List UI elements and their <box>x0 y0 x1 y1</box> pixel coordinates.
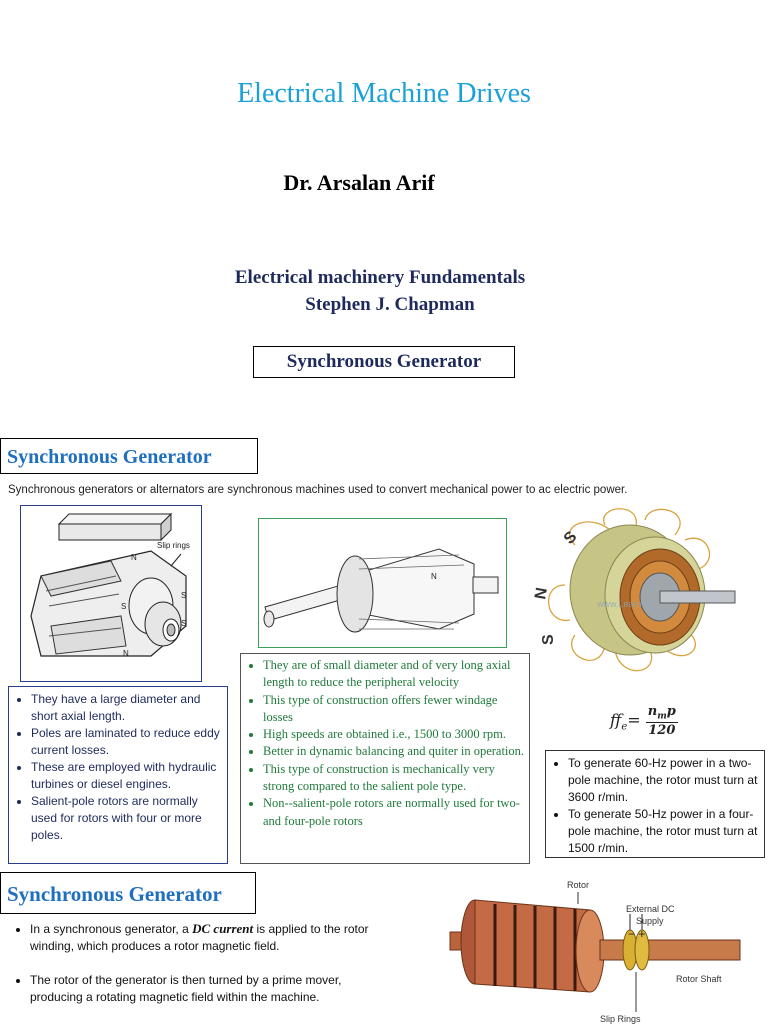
slip-rings-label: Slip rings <box>157 541 190 550</box>
formula-equals: = <box>627 710 641 730</box>
pole-s-label-3: S <box>181 619 187 628</box>
frequency-list <box>546 755 764 857</box>
pole-s-label-1: S <box>121 602 127 611</box>
frequency-item: • To generate 50-Hz power in a four-pole machine, the rotor must turn at 1500 r/min. <box>568 806 764 857</box>
non-salient-item: • This type of construction offers fewer windage losses <box>263 692 529 727</box>
salient-item: • They have a large diameter and short axial length. <box>31 691 227 725</box>
formula-numerator <box>646 704 678 723</box>
book-author: Stephen J. Chapman <box>305 294 475 315</box>
book-title: Electrical machinery Fundamentals <box>234 267 526 288</box>
photo-watermark: www.Learn... <box>597 599 650 609</box>
non-salient-item: • Better in dynamic balancing and quiter in operation. <box>263 743 529 760</box>
formula-fraction <box>646 704 678 738</box>
section2-heading-box <box>0 872 256 914</box>
section2-item-text: is applied to the rotor winding, which produces a rotor magnetic field. <box>30 922 369 953</box>
pole-n-label-2: N <box>123 649 129 658</box>
cylindrical-rotor-drawing <box>259 519 506 647</box>
external-dc-label: External DC <box>626 904 675 914</box>
section2-item <box>30 920 388 955</box>
book-reference <box>0 264 760 318</box>
pole-n-label-1: N <box>131 553 137 562</box>
formula-denominator: 120 <box>648 722 676 738</box>
author-name: Dr. Arsalan Arif <box>283 170 435 195</box>
formula-num-p: p <box>666 704 676 719</box>
salient-pole-list <box>9 691 227 844</box>
section2-item-text: The rotor of the generator is then turned by a prime mover, producing a rotating magnetic field within the machine. <box>30 973 342 1004</box>
photo-pole-s: S <box>560 528 581 548</box>
pole-s-label-2: S <box>181 591 187 600</box>
rotor-photo-figure <box>532 505 760 680</box>
rotor-slip-ring-drawing <box>450 872 768 1024</box>
photo-pole-n: N <box>532 586 551 601</box>
section2-heading: Synchronous Generator <box>7 882 222 906</box>
formula-num-n: n <box>647 704 658 719</box>
section2-notes <box>8 920 388 1006</box>
salient-pole-rotor-drawing <box>21 506 201 681</box>
photo-pole-s-2: S <box>540 634 557 645</box>
salient-pole-notes <box>8 686 228 864</box>
dc-current-emphasis: DC current <box>192 921 254 936</box>
section2-item-text: In a synchronous generator, a <box>30 922 193 936</box>
salient-item: • These are employed with hydraulic turbines or diesel engines. <box>31 759 227 793</box>
cylindrical-rotor-figure <box>258 518 507 648</box>
supply-label: Supply <box>636 916 664 926</box>
formula-num-sub: m <box>657 711 667 722</box>
non-salient-item: • This type of construction is mechanically very strong compared to the salient pole type. <box>263 761 529 796</box>
slip-rings-diagram-label: Slip Rings <box>600 1014 641 1024</box>
non-salient-pole-list <box>241 657 529 830</box>
section2-list <box>8 920 388 1006</box>
non-salient-item: • High speeds are obtained i.e., 1500 to 3000 rpm. <box>263 726 529 743</box>
non-salient-item: • They are of small diameter and of very long axial length to reduce the peripheral velocity <box>263 657 529 692</box>
non-salient-item: • Non--salient-pole rotors are normally used for two- and four-pole rotors <box>263 795 529 830</box>
section1-heading: Synchronous Generator <box>7 446 212 468</box>
slide-title: Electrical Machine Drives <box>237 78 531 109</box>
rotor-photo-drawing <box>532 505 760 680</box>
non-salient-pole-notes <box>240 653 530 864</box>
frequency-notes <box>545 750 765 858</box>
rotor-slip-ring-diagram <box>450 872 768 1024</box>
section1-heading-box <box>0 438 258 474</box>
frequency-formula <box>610 704 678 738</box>
rotor-pole-n-label: N <box>431 572 437 581</box>
boxed-subtitle-text: Synchronous Generator <box>286 351 482 372</box>
frequency-item: • To generate 60-Hz power in a two-pole machine, the rotor must turn at 3600 r/min. <box>568 755 764 806</box>
formula-lhs-sub: e <box>621 721 628 733</box>
boxed-slide-subtitle <box>253 346 515 378</box>
salient-item: • Poles are laminated to reduce eddy current losses. <box>31 725 227 759</box>
section2-item <box>30 972 388 1006</box>
dc-polarity: − + <box>628 927 646 941</box>
salient-pole-rotor-figure <box>20 505 202 682</box>
formula-lhs: ff <box>610 710 622 730</box>
section1-intro: Synchronous generators or alternators are synchronous machines used to convert mechanical power to ac electric power. <box>8 484 628 496</box>
rotor-label: Rotor <box>567 880 590 890</box>
salient-item: • Salient-pole rotors are normally used for rotors with four or more poles. <box>31 793 227 844</box>
rotor-shaft-label: Rotor Shaft <box>676 974 722 984</box>
